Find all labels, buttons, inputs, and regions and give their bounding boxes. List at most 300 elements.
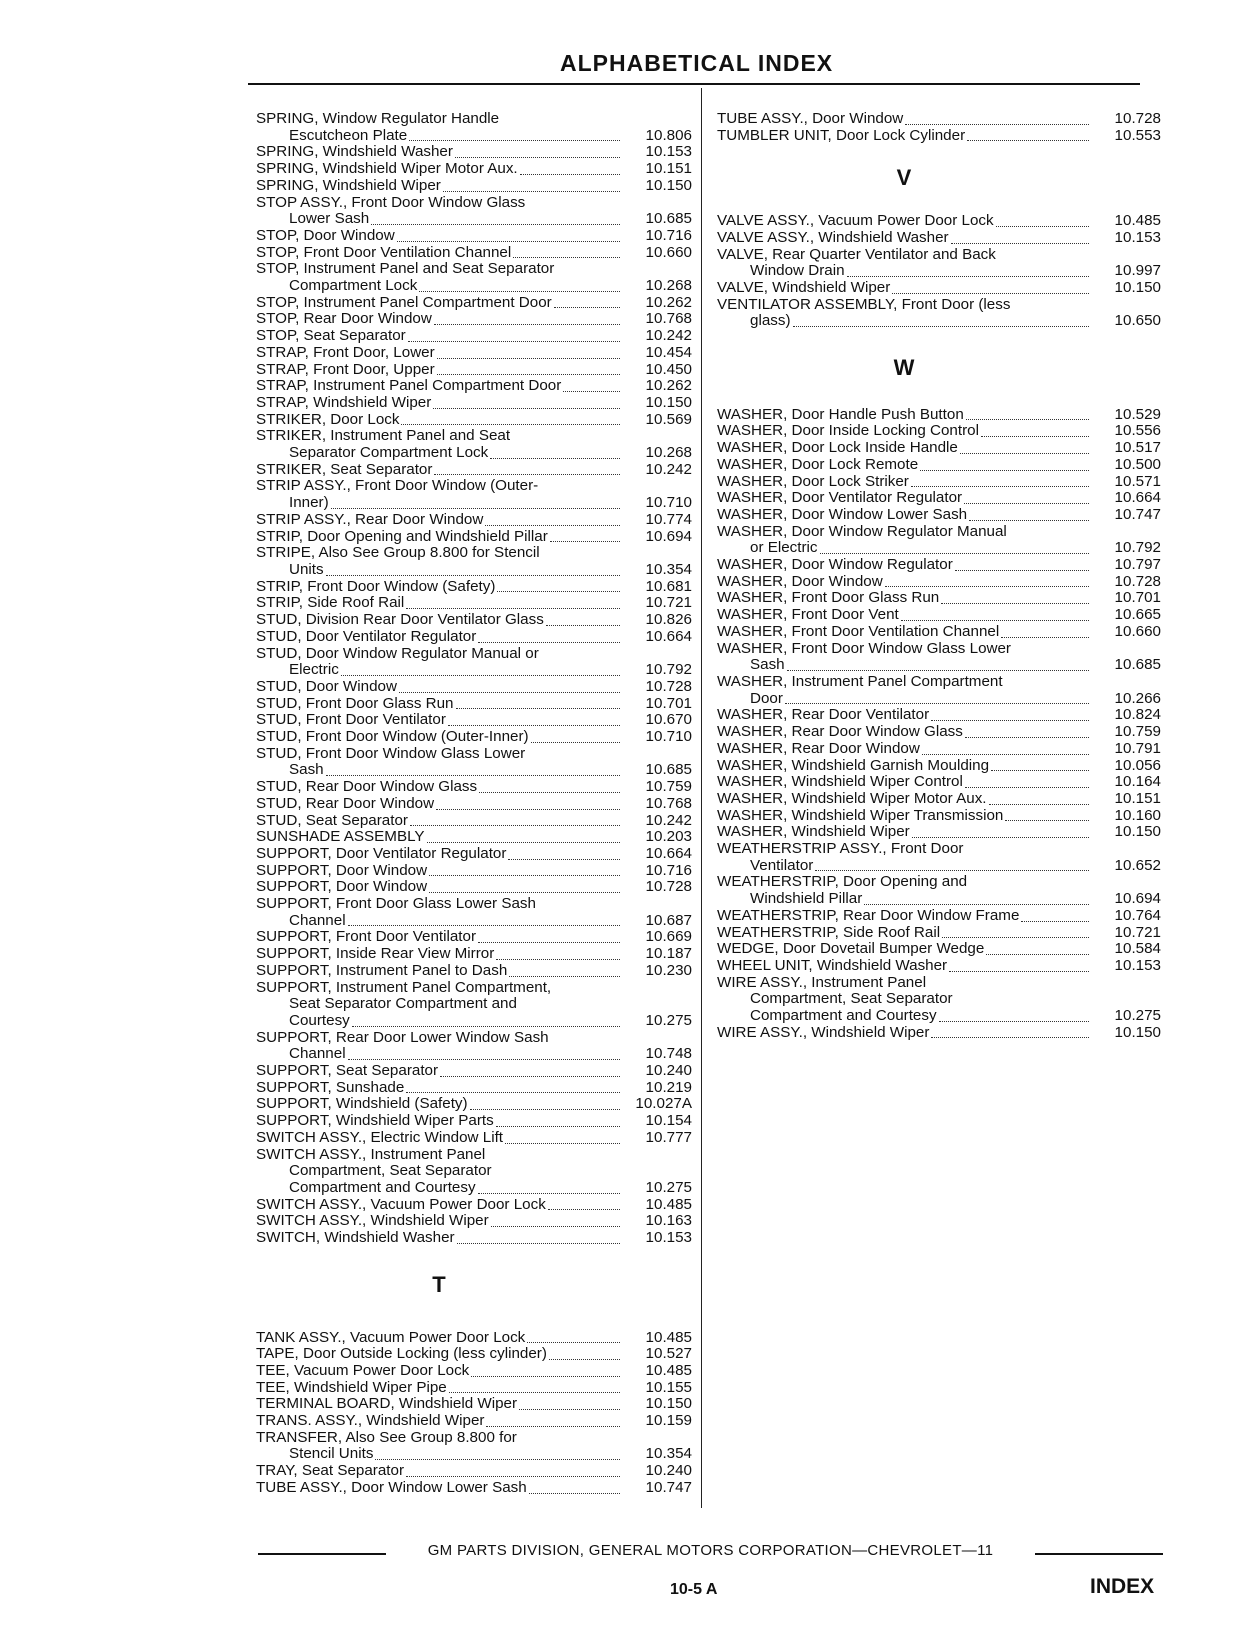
dot-leader xyxy=(966,418,1089,420)
index-entry-text: TERMINAL BOARD, Windshield Wiper xyxy=(256,1396,518,1413)
index-entry xyxy=(256,963,692,980)
index-entry-text: SUPPORT, Door Window xyxy=(256,879,428,896)
section-letter-v: V xyxy=(896,165,912,191)
index-entry-reference: 10.150 xyxy=(645,1395,692,1413)
index-entry xyxy=(256,1147,692,1164)
dot-leader xyxy=(969,519,1089,521)
dot-leader xyxy=(931,719,1089,721)
index-entry-text: SUPPORT, Windshield (Safety) xyxy=(256,1096,468,1113)
dot-leader xyxy=(563,390,620,392)
index-entry-text: STRIP, Door Opening and Windshield Pillar xyxy=(256,528,548,545)
index-entry-reference: 10.159 xyxy=(645,1412,692,1430)
index-entry xyxy=(717,407,1161,424)
index-entry xyxy=(256,345,692,362)
index-entry-reference: 10.155 xyxy=(645,1378,692,1396)
index-entry-text: STRAP, Instrument Panel Compartment Door xyxy=(256,378,562,395)
dot-leader xyxy=(408,340,620,342)
dot-leader xyxy=(512,441,620,442)
index-entry-text: VALVE, Windshield Wiper xyxy=(717,279,891,296)
index-entry-reference: 10.262 xyxy=(645,377,692,395)
dot-leader xyxy=(542,558,620,559)
index-entry xyxy=(256,211,692,228)
dot-leader xyxy=(939,1020,1089,1022)
dot-leader xyxy=(998,259,1089,260)
index-entry-text: Ventilator xyxy=(750,857,814,874)
index-entry xyxy=(256,1230,692,1247)
index-entry xyxy=(717,941,1161,958)
dot-leader xyxy=(965,736,1089,738)
dot-leader xyxy=(410,824,620,826)
dot-leader xyxy=(519,1009,620,1010)
index-group-t xyxy=(256,1330,692,1497)
index-entry xyxy=(717,247,1161,264)
index-entry xyxy=(256,1163,692,1180)
index-entry xyxy=(256,161,692,178)
dot-leader xyxy=(931,1036,1089,1038)
index-entry-text: STUD, Door Window xyxy=(256,678,397,695)
index-entry xyxy=(256,662,692,679)
index-entry xyxy=(717,724,1161,741)
index-entry-text: VENTILATOR ASSEMBLY, Front Door (less xyxy=(717,296,1011,313)
dot-leader xyxy=(494,1176,620,1177)
dot-leader xyxy=(529,1492,620,1494)
index-entry xyxy=(256,1113,692,1130)
index-entry xyxy=(256,1080,692,1097)
index-entry xyxy=(256,445,692,462)
dot-leader xyxy=(951,242,1089,244)
index-entry xyxy=(717,758,1161,775)
index-entry-reference: 10.826 xyxy=(645,611,692,629)
index-entry-text: Sash xyxy=(750,657,785,674)
index-entry-text: STUD, Front Door Ventilator xyxy=(256,712,446,729)
index-entry-text: TRANS. ASSY., Windshield Wiper xyxy=(256,1413,485,1430)
index-entry xyxy=(256,261,692,278)
index-entry xyxy=(256,295,692,312)
index-entry-text: WASHER, Door Lock Striker xyxy=(717,473,909,490)
index-entry xyxy=(717,741,1161,758)
index-entry xyxy=(256,729,692,746)
index-entry-text: STUD, Rear Door Window Glass xyxy=(256,779,478,796)
dot-leader xyxy=(478,641,620,643)
dot-leader xyxy=(326,774,620,776)
index-entry-text: WEATHERSTRIP ASSY., Front Door xyxy=(717,841,964,858)
index-entry-text: VALVE ASSY., Vacuum Power Door Lock xyxy=(717,213,994,230)
section-label: INDEX xyxy=(1090,1575,1155,1598)
index-entry-reference: 10.791 xyxy=(1114,739,1161,757)
index-entry-text: TUBE ASSY., Door Window xyxy=(717,111,904,127)
dot-leader xyxy=(478,1192,620,1194)
dot-leader xyxy=(1021,920,1089,922)
index-entry-reference: 10.485 xyxy=(645,1328,692,1346)
index-entry-reference: 10.759 xyxy=(1114,723,1161,741)
dot-leader xyxy=(1009,536,1089,537)
dot-leader xyxy=(348,1058,620,1060)
index-entry-reference: 10.664 xyxy=(1114,489,1161,507)
index-entry-reference: 10.806 xyxy=(645,126,692,144)
index-entry-text: Seat Separator Compartment and xyxy=(289,996,517,1013)
dot-leader xyxy=(531,741,620,743)
index-entry xyxy=(717,230,1161,247)
index-entry-text: SUPPORT, Front Door Ventilator xyxy=(256,929,477,946)
dot-leader xyxy=(401,423,620,425)
dot-leader xyxy=(496,958,620,960)
dot-leader xyxy=(548,1208,620,1210)
index-column-right xyxy=(717,111,1161,1041)
index-entry-reference: 10.266 xyxy=(1114,689,1161,707)
index-entry xyxy=(717,791,1161,808)
title-rule xyxy=(248,83,1140,85)
index-entry xyxy=(256,1330,692,1347)
index-entry xyxy=(717,624,1161,641)
index-entry-text: TUBE ASSY., Door Window Lower Sash xyxy=(256,1479,527,1496)
index-entry xyxy=(717,641,1161,658)
dot-leader xyxy=(457,1242,620,1244)
index-entry xyxy=(717,824,1161,841)
dot-leader xyxy=(505,1142,620,1144)
dot-leader xyxy=(479,791,620,793)
index-entry-reference: 10.275 xyxy=(645,1179,692,1196)
index-entry-text: SUPPORT, Sunshade xyxy=(256,1079,405,1096)
index-entry-reference: 10.153 xyxy=(645,1229,692,1247)
index-entry-text: WASHER, Windshield Wiper Motor Aux. xyxy=(717,790,987,807)
index-entry-reference: 10.154 xyxy=(645,1112,692,1130)
index-entry-reference: 10.354 xyxy=(645,1445,692,1463)
index-entry xyxy=(256,1096,692,1113)
index-entry-reference: 10.687 xyxy=(645,911,692,929)
index-entry-reference: 10.027A xyxy=(635,1095,692,1113)
index-entry-text: STOP, Rear Door Window xyxy=(256,311,432,328)
index-entry-reference: 10.527 xyxy=(645,1345,692,1363)
page-number: 10-5 A xyxy=(670,1581,718,1598)
index-entry-text: WASHER, Instrument Panel Compartment xyxy=(717,673,1003,690)
index-entry xyxy=(256,779,692,796)
index-entry xyxy=(717,774,1161,791)
index-entry xyxy=(256,1463,692,1480)
dot-leader xyxy=(341,674,620,676)
index-entry-text: STOP, Instrument Panel and Seat Separator xyxy=(256,261,555,278)
index-entry-text: Courtesy xyxy=(289,1012,350,1029)
footer-rule-left xyxy=(258,1553,386,1555)
dot-leader xyxy=(429,874,620,876)
index-entry-reference: 10.517 xyxy=(1114,439,1161,457)
index-entry-reference: 10.747 xyxy=(1114,505,1161,523)
index-entry xyxy=(256,896,692,913)
dot-leader xyxy=(406,1091,620,1093)
dot-leader xyxy=(538,909,620,910)
index-entry-text: SPRING, Windshield Washer xyxy=(256,144,453,161)
index-entry xyxy=(717,607,1161,624)
index-entry-text: TANK ASSY., Vacuum Power Door Lock xyxy=(256,1329,526,1346)
dot-leader xyxy=(501,124,620,125)
index-entry xyxy=(256,412,692,429)
index-entry xyxy=(717,657,1161,674)
index-entry-text: STRIKER, Door Lock xyxy=(256,411,400,428)
index-entry-reference: 10.710 xyxy=(645,494,692,512)
index-entry xyxy=(256,1380,692,1397)
index-entry xyxy=(717,590,1161,607)
index-entry xyxy=(256,478,692,495)
index-entry-reference: 10.454 xyxy=(645,343,692,361)
dot-leader xyxy=(960,452,1089,454)
index-entry xyxy=(256,1480,692,1497)
dot-leader xyxy=(911,485,1089,487)
dot-leader xyxy=(508,858,620,860)
dot-leader xyxy=(434,473,620,475)
dot-leader xyxy=(550,540,620,542)
index-entry-reference: 10.721 xyxy=(1114,923,1161,941)
dot-leader xyxy=(490,457,620,459)
index-entry-text: WASHER, Front Door Window Glass Lower xyxy=(717,640,1011,657)
index-entry-reference: 10.153 xyxy=(1114,228,1161,246)
index-entry-text: SUNSHADE ASSEMBLY xyxy=(256,829,425,846)
dot-leader xyxy=(955,1004,1089,1005)
dot-leader xyxy=(1012,309,1089,310)
dot-leader xyxy=(1005,819,1089,821)
index-entry xyxy=(717,874,1161,891)
index-entry xyxy=(717,524,1161,541)
dot-leader xyxy=(436,808,620,810)
dot-leader xyxy=(491,1225,620,1227)
index-entry xyxy=(256,679,692,696)
index-entry-text: STUD, Front Door Window (Outer-Inner) xyxy=(256,729,529,746)
index-entry-reference: 10.694 xyxy=(1114,890,1161,908)
index-entry-text: WASHER, Windshield Wiper xyxy=(717,824,910,841)
index-entry xyxy=(717,958,1161,975)
index-entry-text: STRIP ASSY., Rear Door Window xyxy=(256,511,484,528)
dot-leader xyxy=(449,1391,620,1393)
index-entry-reference: 10.716 xyxy=(645,861,692,879)
index-entry xyxy=(256,178,692,195)
index-entry-reference: 10.187 xyxy=(645,945,692,963)
index-entry xyxy=(717,263,1161,280)
footer-rule-right xyxy=(1035,1553,1163,1555)
index-entry xyxy=(717,128,1161,145)
index-entry-text: WASHER, Front Door Ventilation Channel xyxy=(717,623,1000,640)
index-entry-text: TRAY, Seat Separator xyxy=(256,1463,405,1480)
index-entry-reference: 10.768 xyxy=(645,310,692,328)
index-entry xyxy=(717,280,1161,297)
index-entry-reference: 10.584 xyxy=(1114,940,1161,958)
index-entry-reference: 10.553 xyxy=(1114,126,1161,144)
index-entry-text: STOP, Front Door Ventilation Channel xyxy=(256,244,512,261)
index-entry-text: SUPPORT, Windshield Wiper Parts xyxy=(256,1113,494,1130)
index-entry-text: WIRE ASSY., Windshield Wiper xyxy=(717,1024,930,1041)
index-entry xyxy=(717,213,1161,230)
index-entry-reference: 10.685 xyxy=(645,761,692,779)
index-entry xyxy=(256,712,692,729)
dot-leader xyxy=(996,225,1089,227)
index-entry-text: SUPPORT, Door Ventilator Regulator xyxy=(256,845,507,862)
index-entry-text: WASHER, Front Door Vent xyxy=(717,607,899,624)
index-entry-reference: 10.660 xyxy=(1114,622,1161,640)
index-entry-text: STRIKER, Instrument Panel and Seat xyxy=(256,428,511,445)
index-entry-text: STOP, Door Window xyxy=(256,227,395,244)
dot-leader xyxy=(471,1375,620,1377)
index-entry xyxy=(256,980,692,997)
index-entry-text: SUPPORT, Instrument Panel to Dash xyxy=(256,962,508,979)
index-entry xyxy=(256,746,692,763)
index-entry-reference: 10.748 xyxy=(645,1045,692,1063)
index-entry-text: STUD, Door Ventilator Regulator xyxy=(256,628,477,645)
dot-leader xyxy=(371,223,620,225)
index-entry-text: glass) xyxy=(750,313,791,330)
index-entry xyxy=(256,245,692,262)
index-entry-reference: 10.764 xyxy=(1114,906,1161,924)
index-entry-text: WEATHERSTRIP, Door Opening and xyxy=(717,874,968,891)
dot-leader xyxy=(478,941,620,943)
index-entry xyxy=(256,545,692,562)
index-entry xyxy=(717,925,1161,942)
index-entry-text: WASHER, Door Ventilator Regulator xyxy=(717,490,963,507)
dot-leader xyxy=(847,275,1089,277)
dot-leader xyxy=(815,869,1089,871)
index-entry xyxy=(256,1413,692,1430)
dot-leader xyxy=(448,724,620,726)
index-entry-text: Door xyxy=(750,690,783,707)
index-entry-reference: 10.797 xyxy=(1114,556,1161,574)
dot-leader xyxy=(440,1075,620,1077)
dot-leader xyxy=(497,590,620,592)
index-entry-text: WEDGE, Door Dovetail Bumper Wedge xyxy=(717,941,985,958)
index-entry-reference: 10.759 xyxy=(645,778,692,796)
index-entry-text: STUD, Rear Door Window xyxy=(256,795,435,812)
index-entry-text: Compartment Lock xyxy=(289,278,418,295)
index-entry xyxy=(256,529,692,546)
index-entry xyxy=(256,913,692,930)
dot-leader xyxy=(989,803,1089,805)
index-entry-reference: 10.660 xyxy=(645,243,692,261)
index-group-s xyxy=(256,111,692,1247)
dot-leader xyxy=(949,970,1089,972)
index-entry-reference: 10.275 xyxy=(645,1011,692,1029)
index-entry-reference: 10.151 xyxy=(645,160,692,178)
index-entry-text: Channel xyxy=(289,1046,346,1063)
index-entry-text: WASHER, Door Handle Push Button xyxy=(717,406,964,423)
dot-leader xyxy=(942,936,1089,938)
dot-leader xyxy=(455,156,620,158)
dot-leader xyxy=(406,607,620,609)
index-entry-text: TEE, Vacuum Power Door Lock xyxy=(256,1362,470,1379)
index-entry-reference: 10.529 xyxy=(1114,405,1161,423)
dot-leader xyxy=(527,207,620,208)
dot-leader xyxy=(427,841,620,843)
index-entry-reference: 10.716 xyxy=(645,226,692,244)
footer-publisher: GM PARTS DIVISION, GENERAL MOTORS CORPORATION—CHEVROLET—11 xyxy=(427,1542,994,1559)
index-entry-reference: 10.242 xyxy=(645,327,692,345)
index-entry-text: WASHER, Rear Door Window Glass xyxy=(717,724,963,741)
index-entry-reference: 10.685 xyxy=(1114,656,1161,674)
dot-leader xyxy=(406,1475,620,1477)
dot-leader xyxy=(1001,636,1089,638)
dot-leader xyxy=(486,1425,620,1427)
index-entry-text: STRIP, Front Door Window (Safety) xyxy=(256,578,496,595)
dot-leader xyxy=(397,240,620,242)
index-entry-reference: 10.728 xyxy=(1114,110,1161,127)
dot-leader xyxy=(509,975,620,977)
dot-leader xyxy=(892,292,1089,294)
index-entry-text: STOP, Seat Separator xyxy=(256,328,406,345)
index-entry xyxy=(256,629,692,646)
dot-leader xyxy=(540,491,620,492)
index-entry-text: Compartment and Courtesy xyxy=(750,1008,937,1025)
dot-leader xyxy=(496,1125,620,1127)
index-entry xyxy=(717,457,1161,474)
index-group-w xyxy=(717,407,1161,1042)
index-entry-text: SPRING, Window Regulator Handle xyxy=(256,111,500,127)
dot-leader xyxy=(901,619,1089,621)
index-entry-text: SUPPORT, Instrument Panel Compartment, xyxy=(256,979,552,996)
index-entry-reference: 10.681 xyxy=(645,577,692,595)
index-entry-text: SWITCH, Windshield Washer xyxy=(256,1230,455,1247)
index-entry-text: WHEEL UNIT, Windshield Washer xyxy=(717,957,948,974)
index-entry xyxy=(256,646,692,663)
index-entry-reference: 10.240 xyxy=(645,1062,692,1080)
index-entry-reference: 10.262 xyxy=(645,293,692,311)
index-entry xyxy=(717,674,1161,691)
index-entry xyxy=(256,378,692,395)
index-entry xyxy=(256,111,692,128)
index-entry-reference: 10.710 xyxy=(645,728,692,746)
index-entry-text: Separator Compartment Lock xyxy=(289,445,489,462)
index-entry-text: STRIP, Side Roof Rail xyxy=(256,595,405,612)
index-entry-reference: 10.685 xyxy=(645,210,692,228)
index-entry-text: SUPPORT, Seat Separator xyxy=(256,1063,439,1080)
index-entry xyxy=(256,846,692,863)
index-entry-text: STRIPE, Also See Group 8.800 for Stencil xyxy=(256,545,540,562)
dot-leader xyxy=(456,707,621,709)
index-entry-reference: 10.153 xyxy=(1114,956,1161,974)
index-entry-text: STRIP ASSY., Front Door Window (Outer- xyxy=(256,478,539,495)
index-entry xyxy=(256,278,692,295)
index-entry xyxy=(717,574,1161,591)
dot-leader xyxy=(546,624,620,626)
index-entry-reference: 10.747 xyxy=(645,1478,692,1496)
index-entry-reference: 10.768 xyxy=(645,794,692,812)
index-entry-text: STOP ASSY., Front Door Window Glass xyxy=(256,194,526,211)
dot-leader xyxy=(905,123,1089,125)
index-entry xyxy=(256,579,692,596)
index-entry-reference: 10.164 xyxy=(1114,773,1161,791)
index-entry xyxy=(256,428,692,445)
index-entry-text: TUMBLER UNIT, Door Lock Cylinder xyxy=(717,127,966,144)
index-entry-reference: 10.219 xyxy=(645,1078,692,1096)
index-entry-text: Sash xyxy=(289,762,324,779)
dot-leader xyxy=(965,854,1089,855)
index-entry xyxy=(256,1213,692,1230)
index-entry-text: TAPE, Door Outside Locking (less cylinder) xyxy=(256,1346,547,1363)
index-entry xyxy=(717,423,1161,440)
index-entry-text: STRAP, Front Door, Upper xyxy=(256,361,435,378)
index-entry-text: Window Drain xyxy=(750,263,845,280)
index-entry xyxy=(717,707,1161,724)
index-entry xyxy=(717,808,1161,825)
index-entry-reference: 10.150 xyxy=(645,176,692,194)
dot-leader xyxy=(437,357,620,359)
index-entry-text: STUD, Front Door Window Glass Lower xyxy=(256,745,526,762)
index-entry-text: WASHER, Windshield Garnish Moulding xyxy=(717,757,990,774)
index-entry-reference: 10.354 xyxy=(645,560,692,578)
index-entry-text: WASHER, Door Window Regulator Manual xyxy=(717,523,1007,540)
index-entry xyxy=(717,313,1161,330)
index-entry-text: WASHER, Rear Door Ventilator xyxy=(717,707,930,724)
index-entry xyxy=(256,1180,692,1197)
index-entry-text: VALVE, Rear Quarter Ventilator and Back xyxy=(717,246,996,263)
index-entry xyxy=(717,1025,1161,1042)
index-entry-reference: 10.694 xyxy=(645,527,692,545)
dot-leader xyxy=(928,987,1089,988)
index-entry-reference: 10.556 xyxy=(1114,422,1161,440)
index-entry-reference: 10.728 xyxy=(645,878,692,896)
